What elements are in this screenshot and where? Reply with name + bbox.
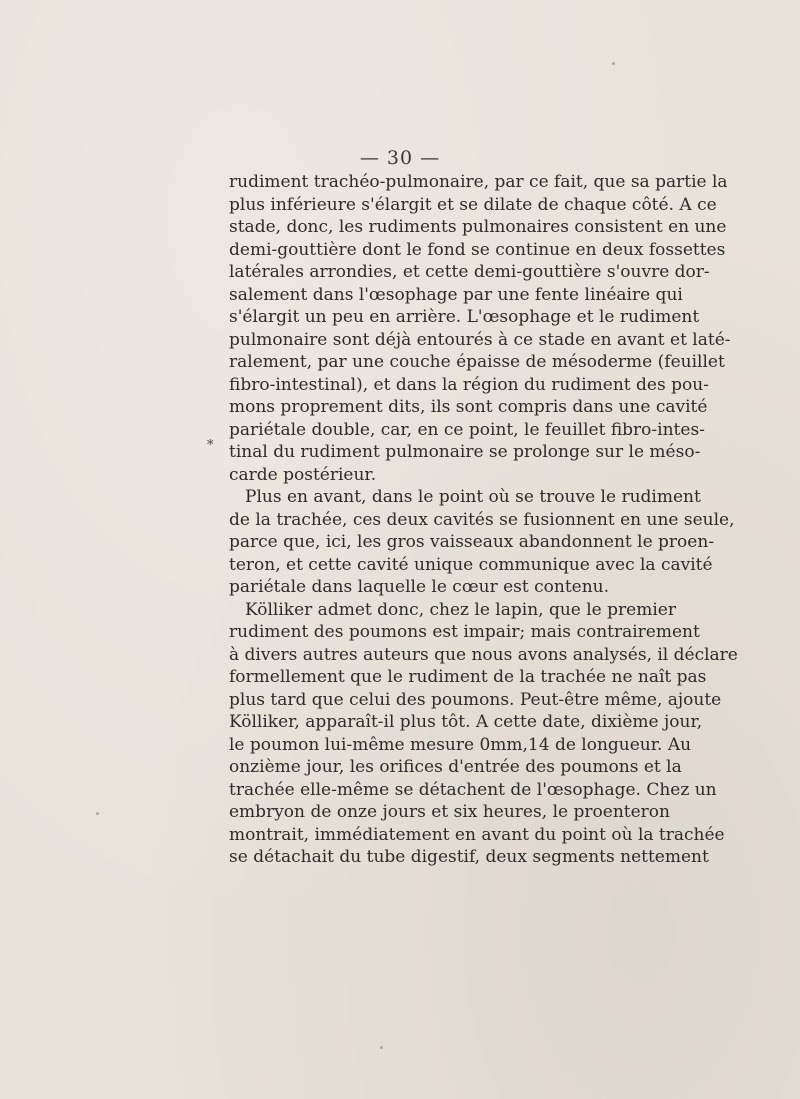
- text-line: à divers autres auteurs que nous avons analysés, il déclare: [229, 644, 738, 665]
- text-line: rudiment trachéo-pulmonaire, par ce fait, que sa partie la: [229, 172, 728, 192]
- text-line: formellement que le rudiment de la trachée ne naît pas: [229, 667, 707, 687]
- text-line: montrait, immédiatement en avant du point où la trachée: [229, 824, 725, 845]
- text-line: pariétale dans laquelle le cœur est contenu.: [229, 577, 610, 597]
- text-line: s'élargit un peu en arrière. L'œsophage et le rudiment: [229, 307, 700, 327]
- text-line: embryon de onze jours et six heures, le proenteron: [229, 802, 670, 822]
- text-line: plus inférieure s'élargit et se dilate de chaque côté. A ce: [229, 194, 717, 215]
- text-line: stade, donc, les rudiments pulmonaires consistent en une: [229, 217, 727, 237]
- text-line: salement dans l'œsophage par une fente linéaire qui: [229, 284, 683, 305]
- text-line: carde postérieur.: [229, 464, 377, 485]
- paper-speck: [380, 1046, 383, 1049]
- paper-speck: [612, 62, 615, 65]
- text-line: ralement, par une couche épaisse de mésoderme (feuillet: [229, 352, 725, 372]
- page-number: — 30 —: [359, 147, 441, 169]
- text-line: teron, et cette cavité unique communique avec la cavité: [229, 554, 713, 575]
- text-line: Kölliker admet donc, chez le lapin, que le premier: [245, 599, 676, 620]
- text-line: Plus en avant, dans le point où se trouve le rudiment: [245, 487, 701, 507]
- text-line: rudiment des poumons est impair; mais contrairement: [229, 622, 700, 642]
- paper-speck: [96, 812, 99, 815]
- text-line: trachée elle-même se détachent de l'œsophage. Chez un: [229, 779, 717, 800]
- text-line: fibro-intestinal), et dans la région du rudiment des pou-: [229, 374, 709, 395]
- text-line: pulmonaire sont déjà entourés à ce stade en avant et laté-: [229, 329, 731, 350]
- text-line: latérales arrondies, et cette demi-gouttière s'ouvre dor-: [229, 262, 710, 282]
- text-line: Kölliker, apparaît-il plus tôt. A cette date, dixième jour,: [229, 712, 703, 732]
- margin-mark: *: [207, 438, 214, 453]
- text-line: se détachait du tube digestif, deux segments nettement: [229, 847, 709, 867]
- text-line: parce que, ici, les gros vaisseaux abandonnent le proen-: [229, 532, 715, 552]
- text-line: demi-gouttière dont le fond se continue en deux fossettes: [229, 239, 726, 260]
- body-text: [229, 171, 738, 869]
- text-line: mons proprement dits, ils sont compris dans une cavité: [229, 397, 708, 417]
- text-line: onzième jour, les orifices d'entrée des poumons et la: [229, 757, 682, 777]
- text-line: le poumon lui-même mesure 0mm,14 de longueur. Au: [229, 734, 692, 755]
- text-line: pariétale double, car, en ce point, le feuillet fibro-intes-: [229, 419, 705, 440]
- text-line: tinal du rudiment pulmonaire se prolonge sur le méso-: [229, 442, 701, 462]
- text-line: de la trachée, ces deux cavités se fusionnent en une seule,: [229, 509, 735, 530]
- text-line: plus tard que celui des poumons. Peut-être même, ajoute: [229, 689, 722, 710]
